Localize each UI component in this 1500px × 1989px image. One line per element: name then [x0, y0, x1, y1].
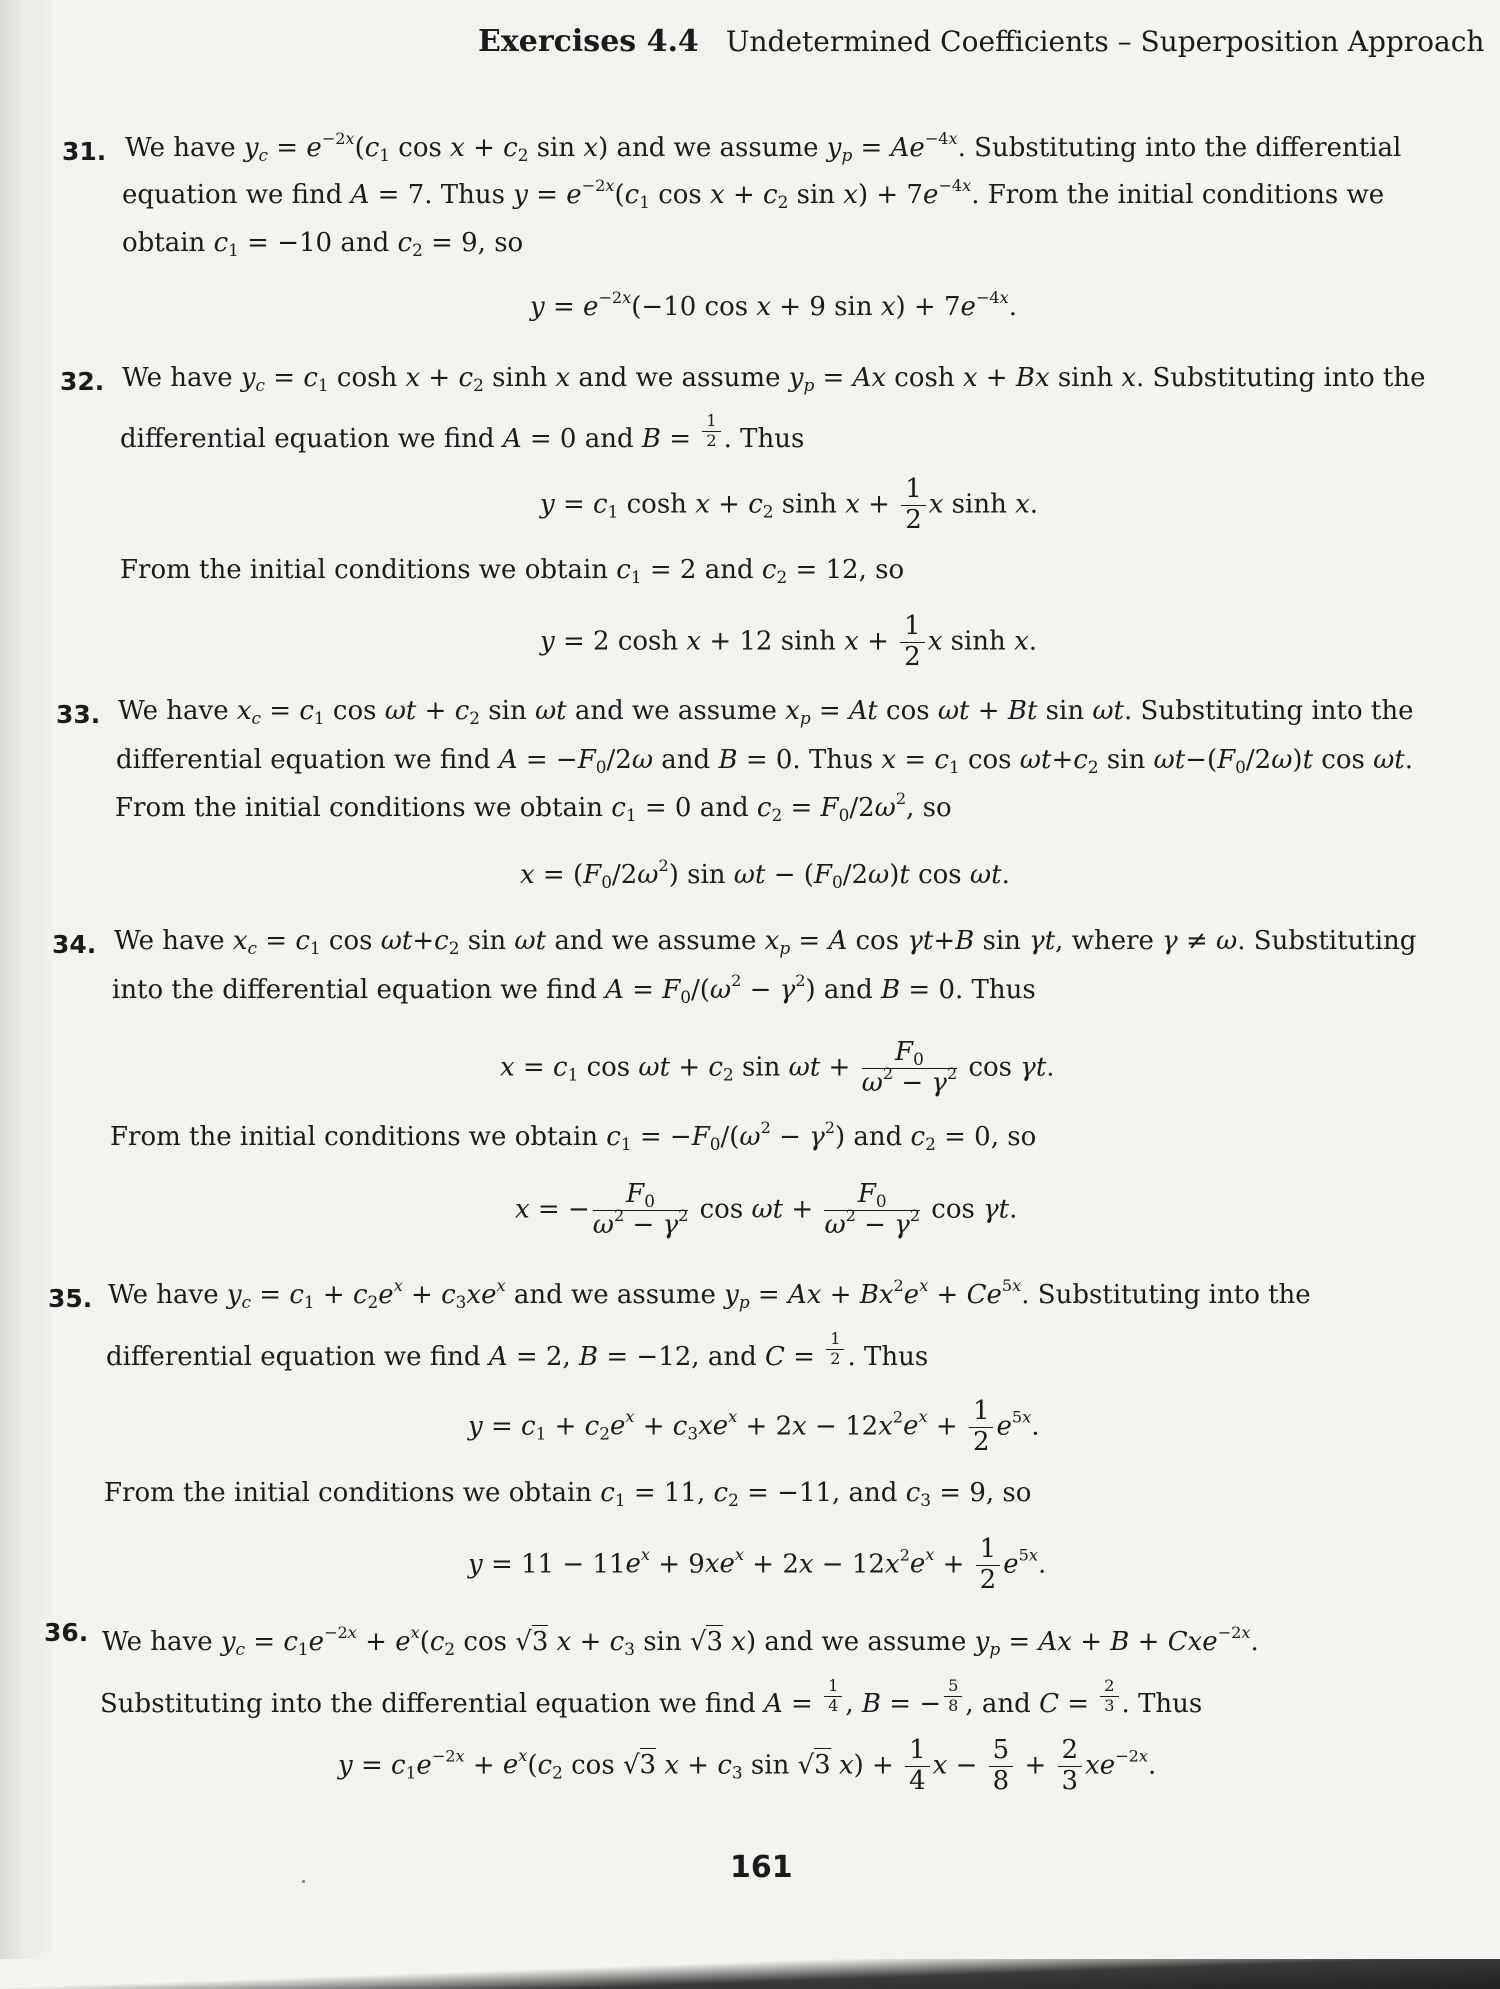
display-equation: $y = c_1e^{-2x} + e^x(c_2$ cos √3 $x + c_3$ sin √3 x) + $\frac{1}{4}$ x − $\frac{5}{8}$ + $\frac{2}{3}$ $xe^{-2x}$. — [338, 1735, 1157, 1796]
text-line: We have $x_c = c_1$ $\cos \omega t+c_2$ sin ωt and we assume $x_p = A$ cos γt+B sin γt, where γ ≠ ω. Substituting — [114, 926, 1417, 959]
problem-number: 33. — [56, 700, 101, 729]
text-line: We have $y_c = c_1$ $\cosh x + c_2$ sinh x and we assume $y_p = Ax$ cosh x + Bx sinh x. Substituting into the — [122, 363, 1426, 396]
text-line: From the initial conditions we obtain $c_1 = 11$, $c_2 = -11$, and $c_3 = 9$, so — [104, 1478, 1032, 1511]
page-number: 161 — [730, 1850, 793, 1885]
text-line: equation we find A = 7. Thus $y = e^{-2x}(c_1$ $\cos x + c_2$ $\sin x) + 7e^{-4x}$. From the initial conditions we — [122, 175, 1385, 213]
page-edge-shadow — [0, 1959, 1500, 1989]
display-equation: $x = (F_0/2\omega^2)$ $\sin \omega t - (F_0/2\omega)t$ cos ωt. — [520, 855, 1010, 893]
text-line: We have $x_c = c_1$ $\cos \omega t + c_2$ sin ωt and we assume $x_p = At$ cos ωt + Bt sin ωt. Substituting into the — [118, 696, 1414, 729]
display-equation: y = 2 cosh x + 12 sinh x + $\frac{1}{2}$ x sinh x. — [540, 611, 1037, 672]
display-equation: x = − $\frac{F_0}{\omega^2 - \gamma^2}$ cos ωt + $\frac{F_0}{\omega^2 - \gamma^2}$ cos γt. — [515, 1179, 1018, 1240]
text-line: obtain $c_1 = -10$ and $c_2 = 9$, so — [122, 228, 524, 261]
display-equation: $y = c_1$ $\cosh x + c_2$ sinh x + $\frac{1}{2}$ x sinh x. — [540, 474, 1039, 535]
print-speck — [302, 1880, 305, 1883]
text-line: differential equation we find A = 2, B = −12, and C = $\frac{1}{2}$ . Thus — [106, 1329, 929, 1373]
text-line: From the initial conditions we obtain $c_1 = 2$ and $c_2 = 12$, so — [120, 555, 905, 588]
text-line: From the initial conditions we obtain $c_1 = -F_0/(\omega^2 - \gamma^2)$ and $c_2 = 0$, so — [110, 1117, 1037, 1155]
problem-number: 31. — [62, 137, 107, 166]
display-equation: $y = e^{-2x}(-10$ cos x + 9 $\sin x) + 7e^{-4x}$. — [530, 287, 1018, 322]
page-header — [478, 24, 1484, 59]
display-equation: $y = c_1 + c_2e^x + c_3xe^x + 2x - 12x^2e^x$ + $\frac{1}{2}$ $e^{5x}$. — [468, 1396, 1040, 1457]
text-line: We have $y_c = c_1e^{-2x} + e^x(c_2$ cos √3 $x + c_3$ sin √3 x) and we assume $y_p = Ax + B + Cxe^{-2x}$. — [102, 1622, 1259, 1660]
text-line: From the initial conditions we obtain $c_1 = 0$ and $c_2 = F_0/2\omega^2$, so — [115, 788, 952, 826]
problem-number: 34. — [52, 930, 97, 959]
text-line: We have $y_c = e^{-2x}(c_1$ $\cos x + c_2$ sin x) and we assume $y_p = Ae^{-4x}$. Substituting into the differential — [125, 128, 1402, 166]
problem-number: 36. — [44, 1618, 89, 1647]
text-line: differential equation we find $A = -F_0/2\omega$ and B = 0. Thus $x = c_1$ $\cos \omega t+c_2$ $\sin \omega t-(F_0/2\omega)t$ cos ωt. — [116, 745, 1414, 778]
problem-number: 35. — [48, 1284, 93, 1313]
problem-number: 32. — [60, 367, 105, 396]
text-line: Substituting into the differential equation we find A = $\frac{1}{4}$ , B = − $\frac{5}{8}$ , and C = $\frac{2}{3}$ . Thus — [100, 1676, 1203, 1720]
section-title: Exercises 4.4 — [478, 24, 699, 59]
text-line: We have $y_c = c_1 + c_2e^x + c_3xe^x$ and we assume $y_p = Ax + Bx^2e^x + Ce^{5x}$. Substituting into the — [108, 1275, 1311, 1313]
display-equation: $y = 11 - 11e^x + 9xe^x + 2x - 12x^2e^x$ + $\frac{1}{2}$ $e^{5x}$. — [468, 1534, 1047, 1595]
display-equation: $x = c_1$ $\cos \omega t + c_2$ sin ωt + $\frac{F_0}{\omega^2 - \gamma^2}$ cos γt. — [500, 1037, 1055, 1098]
text-line: into the differential equation we find $A = F_0/(\omega^2 - \gamma^2)$ and B = 0. Thus — [112, 970, 1036, 1008]
text-line: differential equation we find A = 0 and B = $\frac{1}{2}$ . Thus — [120, 411, 805, 455]
section-subtitle: Undetermined Coefficients – Superposition Approach — [725, 25, 1485, 58]
